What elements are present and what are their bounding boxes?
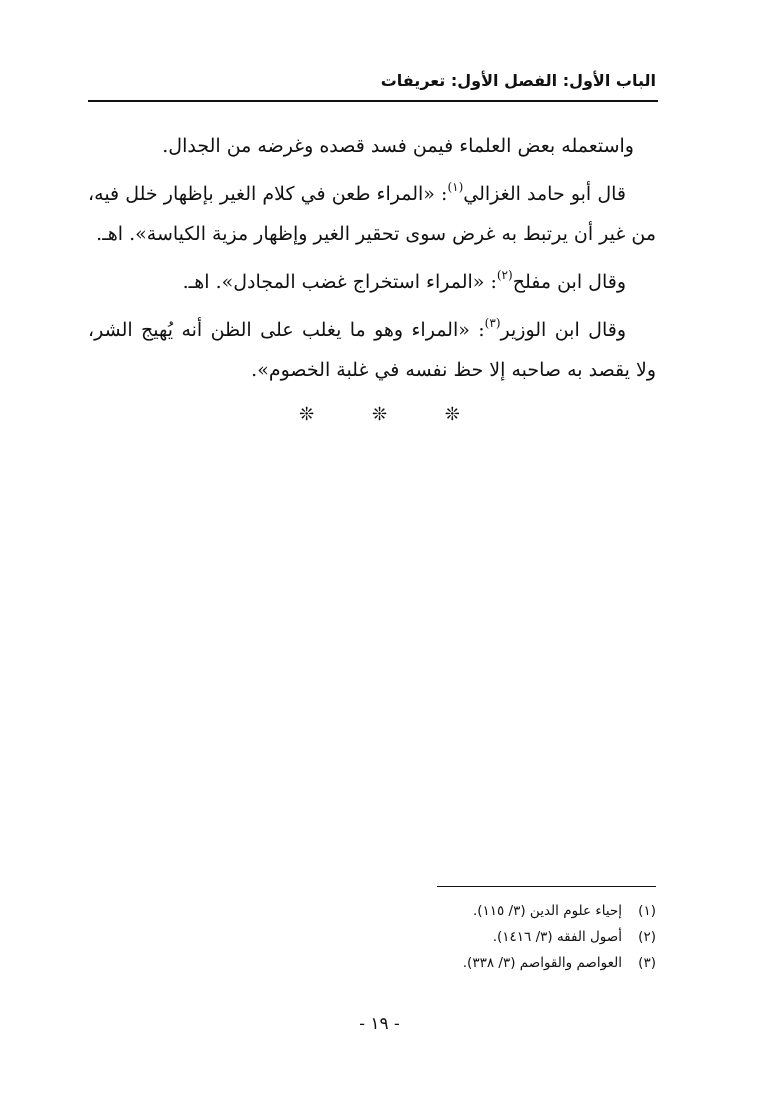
footnote-ref-1: (١) [447,180,464,194]
paragraph-4 [88,310,656,390]
running-header: الباب الأول: الفصل الأول: تعريفات [380,71,656,90]
footnote-1 [200,898,656,924]
footnote-ref-3: (٣) [484,316,501,330]
page-number: - ١٩ - [359,1014,400,1034]
paragraph-2-lead: قال أبو حامد الغزالي [463,183,626,205]
paragraph-4-lead: وقال ابن الوزير [500,319,626,341]
footnote-ref-2: (٢) [496,268,513,282]
footnote-number: (٢) [638,929,656,945]
footnote-2 [200,924,656,950]
paragraph-3-lead: وقال ابن مفلح [512,271,626,293]
paragraph-2 [88,174,656,254]
paragraph-3-quote: : «المراء استخراج غضب المجادل». اهـ. [182,271,497,293]
paragraph-2-quote: : «المراء طعن في كلام الغير بإظهار خلل فيه، من غير أن يرتبط به غرض سوى تحقير الغير وإظهار مزية الكياسة». اهـ. [88,183,656,245]
header-rule [88,100,658,102]
paragraph-3 [88,262,656,302]
footnote-number: (١) [638,903,656,919]
footnote-text: العواصم والقواصم (٣/ ٣٣٨). [462,955,622,971]
footnote-text: أصول الفقه (٣/ ١٤١٦). [492,929,622,945]
footnotes [200,898,656,976]
footnote-number: (٣) [638,955,656,971]
footnote-3 [200,950,656,976]
paragraph-4-quote: : «المراء وهو ما يغلب على الظن أنه يُهيج الشر، ولا يقصد به صاحبه إلا حظ نفسه في غلبة الخصوم». [88,319,656,381]
footnote-rule [437,886,656,887]
paragraph-1: واستعمله بعض العلماء فيمن فسد قصده وغرضه من الجدال. [162,135,634,157]
footnote-text: إحياء علوم الدين (٣/ ١١٥). [472,903,622,919]
section-separator: ❊ ❊ ❊ [299,404,486,425]
main-text [88,126,656,390]
